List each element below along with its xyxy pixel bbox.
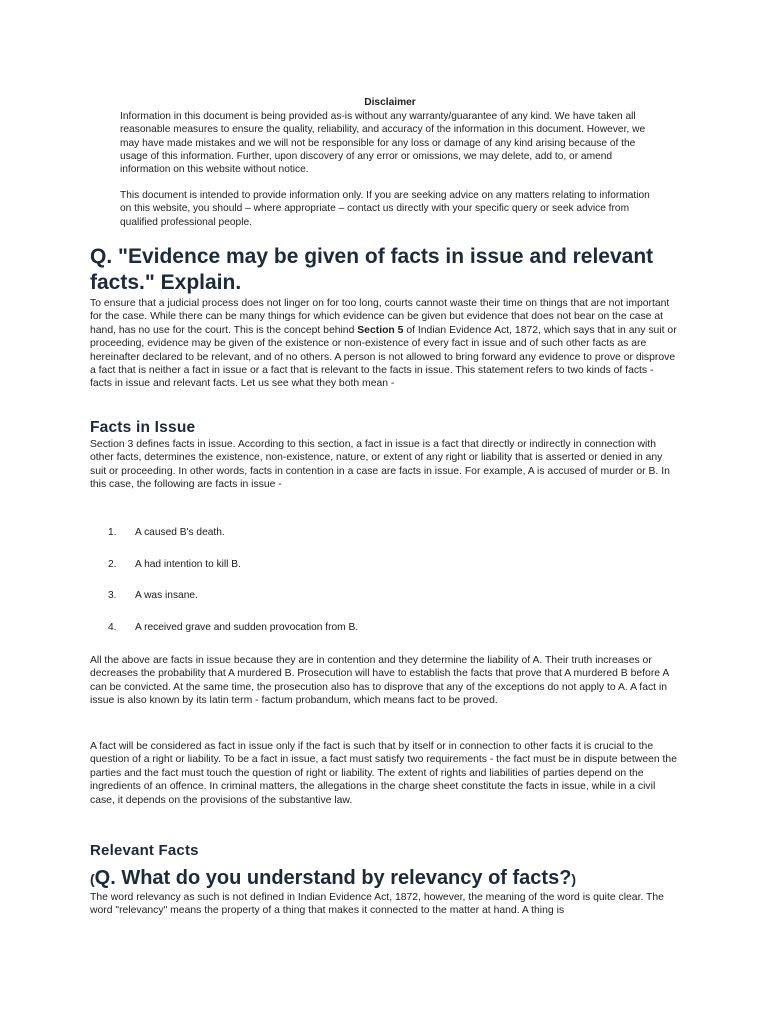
- list-item: [108, 526, 608, 558]
- disclaimer-paragraph-2: This document is intended to provide information only. If you are seeking advice on any matters relating to information on this website, you should – where appropriate – contact us directly with your specific query or seek advice from qualified professional people.: [120, 190, 650, 228]
- fact-in-issue-requirements-paragraph: A fact will be considered as fact in issue only if the fact is such that by itself or in connection to other facts it is crucial to the question of a right or liability. To be a fact in issue, a fact must satisfy two requirements - the fact must be in dispute between the parties and the fact must touch the question of right or liability. The extent of rights and liabilities of parties depend on the ingredients of an offence. In criminal matters, the allegations in the charge sheet constitute the facts in issue, while in a civil case, it depends on the provisions of the substantive law.: [90, 741, 677, 806]
- list-item-text: A caused B's death.: [135, 527, 225, 538]
- disclaimer-title: Disclaimer: [364, 97, 416, 108]
- intro-text-before: To ensure that a judicial process does not linger on for too long, courts cannot waste their time on things that are not important for the case. While there can be many things for which evidence can be given but evidence that does not bear on the case at hand, has no use for the court. This is the concept behind: [90, 298, 670, 336]
- section-3-paragraph: Section 3 defines facts in issue. According to this section, a fact in issue is a fact that directly or indirectly in connection with other facts, determines the existence, non-existence, nature, or extent of any right or liability that is asserted or denied in any suit or proceeding. In other words, facts in contention in a case are facts in issue. For example, A is accused of murder or B. In this case, the following are facts in issue -: [90, 439, 670, 491]
- list-item-number: 3.: [108, 590, 117, 601]
- list-item: [108, 621, 608, 653]
- question-2-close-paren: ): [571, 871, 577, 887]
- question-1-title: Q. "Evidence may be given of facts in issue and relevant facts." Explain.: [90, 245, 654, 294]
- list-item-number: 2.: [108, 558, 117, 570]
- all-above-paragraph: All the above are facts in issue because they are in contention and they determine the liability of A. Their truth increases or decreases the probability that A murdered B. Prosecution will have to establish the facts that prove that A murdered B before A can be convicted. At the same time, the prosecution also has to disprove that any of the exceptions do not apply to A. A fact in issue is also known by its latin term - factum probandum, which means fact to be proved.: [90, 655, 669, 707]
- relevancy-paragraph: The word relevancy as such is not defined in Indian Evidence Act, 1872, however, the meaning of the word is quite clear. The word "relevancy" means the property of a thing that makes it connected to the matter at hand. A thing is: [90, 892, 664, 917]
- facts-in-issue-list: [108, 526, 608, 652]
- disclaimer-paragraph-1: Information in this document is being provided as-is without any warranty/guarantee of any kind. We have taken all reasonable measures to ensure the quality, reliability, and accuracy of the information in this document. However, we may have made mistakes and we will not be responsible for any loss or damage of any kind arising because of the usage of this information. Further, upon discovery of any error or omissions, we may delete, add to, or amend information on this website without notice.: [120, 111, 646, 176]
- disclaimer-block: [120, 96, 660, 229]
- list-item-text: A received grave and sudden provocation from B.: [135, 621, 359, 633]
- question-2-open-paren: (: [90, 871, 95, 887]
- list-item: [108, 589, 608, 621]
- list-item-number: 1.: [108, 527, 117, 538]
- facts-in-issue-heading: Facts in Issue: [90, 419, 196, 436]
- relevant-facts-heading: Relevant Facts: [90, 842, 199, 859]
- list-item: [108, 558, 608, 590]
- list-item-text: A had intention to kill B.: [135, 558, 241, 570]
- question-2-title: [90, 863, 690, 891]
- intro-paragraph: [90, 297, 678, 391]
- question-2-text: Q. What do you understand by relevancy of facts?: [94, 867, 572, 889]
- list-item-number: 4.: [108, 621, 117, 633]
- intro-text-after: of Indian Evidence Act, 1872, which says that in any suit or proceeding, evidence may be given of the existence or non-existence of every fact in issue and of such other facts as are hereinafter declared to be relevant, and of no others. A person is not allowed to bring forward any evidence to prove or disprove a fact that is neither a fact in issue or a fact that is relevant to the facts in issue. This statement refers to two kinds of facts - facts in issue and relevant facts. Let us see what they both mean -: [90, 324, 677, 390]
- section-5-bold: Section 5: [357, 324, 404, 336]
- list-item-text: A was insane.: [135, 590, 198, 601]
